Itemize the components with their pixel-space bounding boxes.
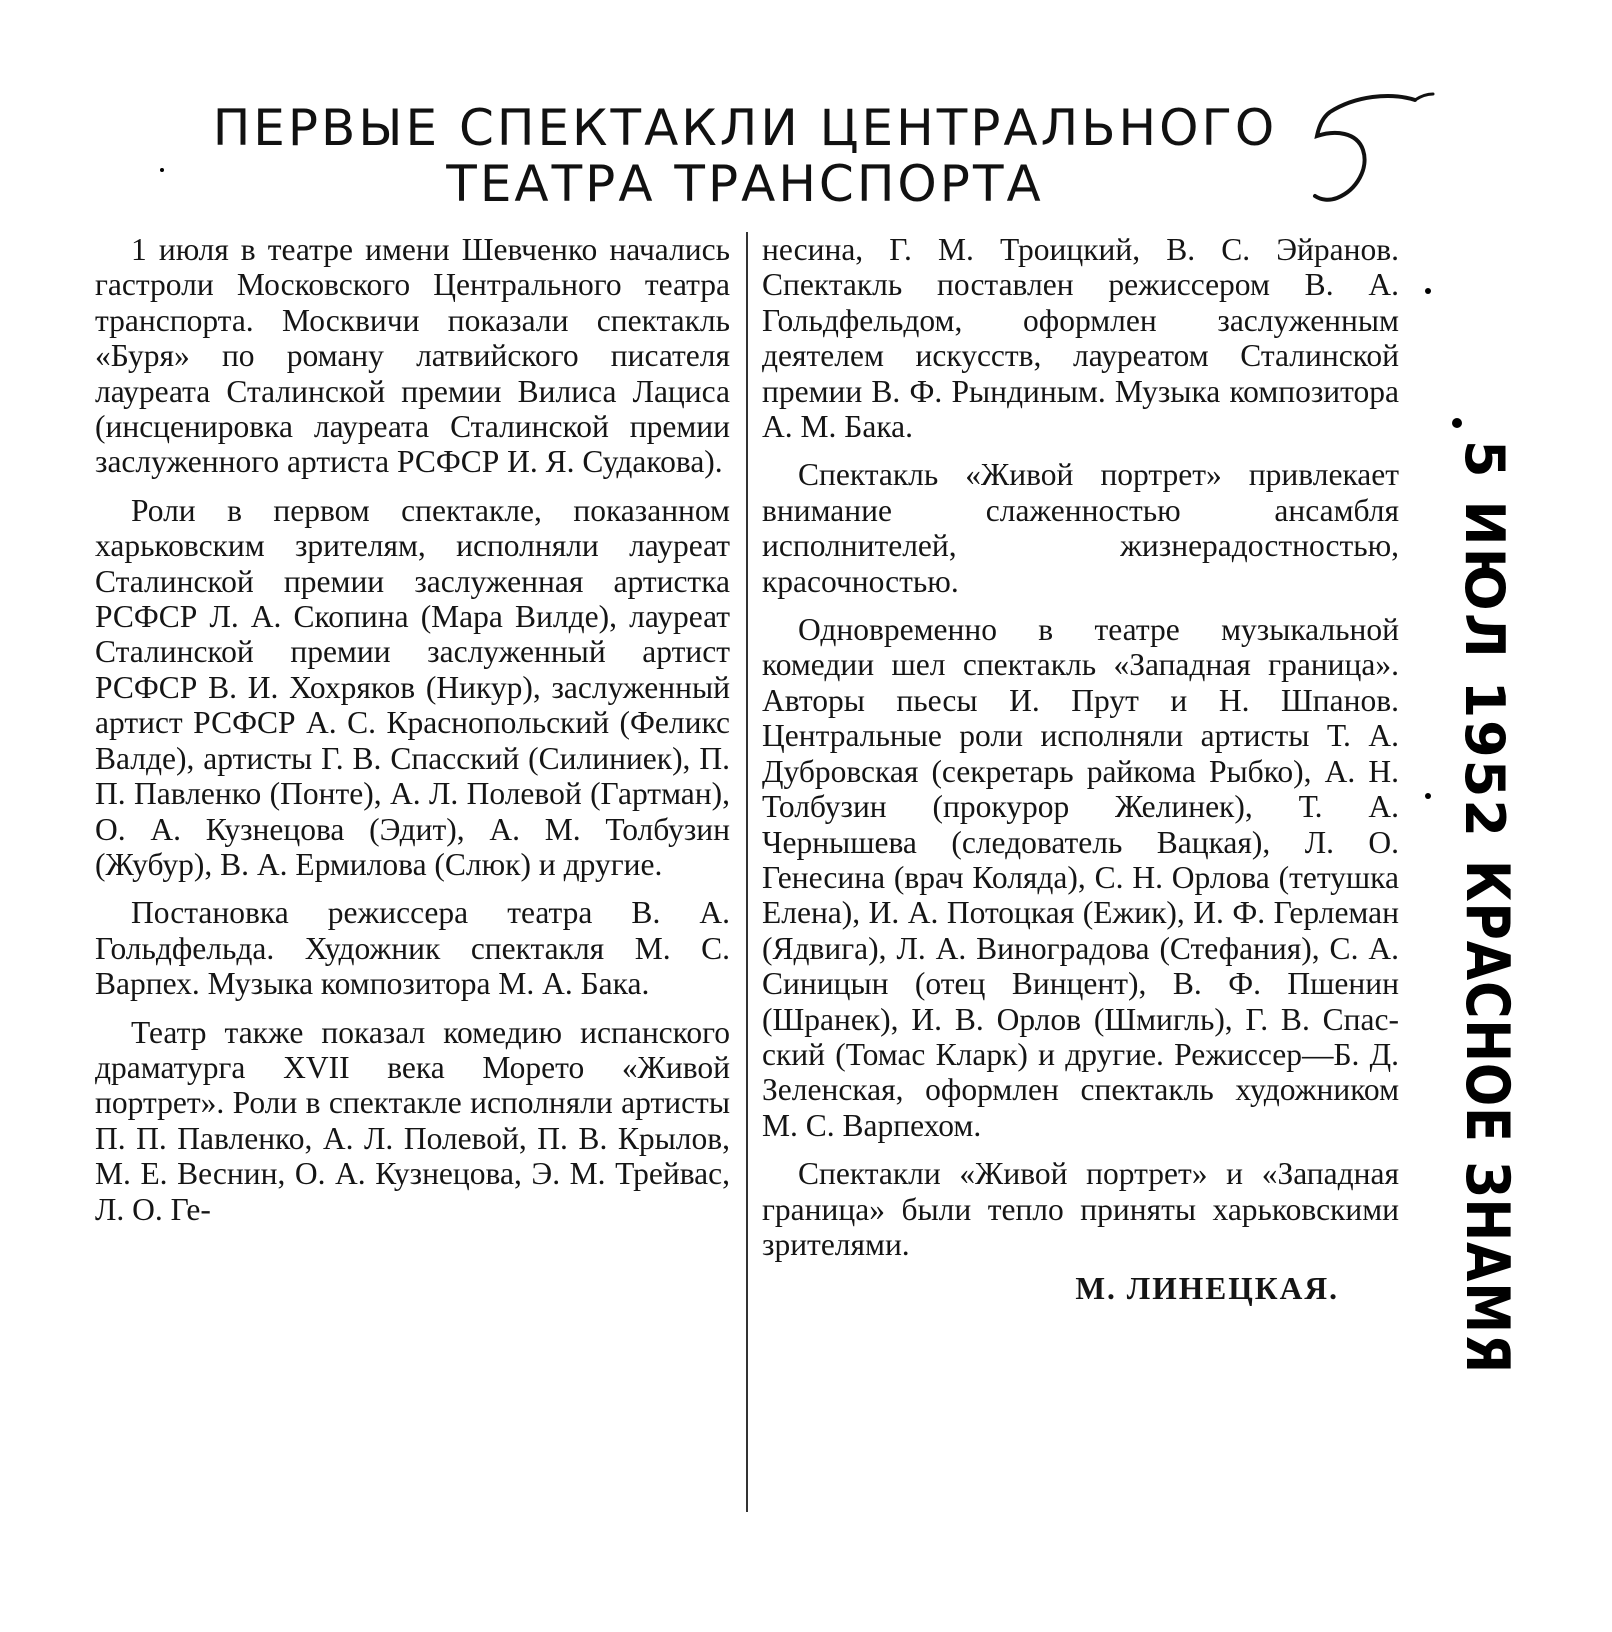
- author-signature: М. ЛИНЕЦКАЯ.: [1075, 1271, 1339, 1307]
- article-left-column: [95, 232, 730, 1240]
- ink-speck: [1452, 418, 1462, 428]
- headline-line-1: ПЕРВЫЕ СПЕКТАКЛИ ЦЕНТРАЛЬНОГО: [212, 99, 1278, 157]
- article-paragraph: Театр также показал комедию испанского драматурга XVII века Морето «Живой портрет». Роли в спектакле исполняли артисты П. П. Павленко, А. Л. Полевой, П. В. Крылов, М. Е. Веснин, О. А. Кузнецова, Э. М. Трейвас, Л. О. Ге-: [95, 1014, 730, 1227]
- ink-speck: [160, 168, 164, 172]
- article-paragraph: 1 июля в театре имени Шевченко начались гастроли Московского Центрального театра транспорта. Москвичи показали спектакль «Буря» по роману латвийского писателя лауреата Сталинской премии Вилиса Лациса (инсценировка лауреата Сталинской премии заслуженного артиста РСФСР И. Я. Судакова).: [95, 232, 730, 480]
- stamp-newspaper-name: КРАСНОЕ ЗНАМЯ: [1452, 860, 1522, 1375]
- article-paragraph: Спектакль «Живой портрет» привлекает внимание слаженностью ансамбля исполнителей, жизнерадостностью, красочностью.: [762, 457, 1399, 599]
- article-right-column: [762, 232, 1399, 1307]
- column-divider: [746, 232, 748, 1512]
- stamp-date: 5 ИЮЛ 1952: [1453, 440, 1516, 839]
- article-paragraph: Постановка режиссера театра В. А. Гольдфельда. Художник спектакля М. С. Варпех. Музыка композитора М. А. Бака.: [95, 895, 730, 1002]
- ink-speck: [1425, 288, 1431, 294]
- archive-stamp: [1430, 440, 1550, 1375]
- article-paragraph: Спектакли «Живой портрет» и «Западная граница» были тепло приняты харьковскими зрителями.: [762, 1156, 1399, 1262]
- handwritten-number-mark: [1295, 82, 1435, 222]
- headline-line-2: ТЕАТРА ТРАНСПОРТА: [446, 155, 1044, 213]
- article-paragraph-continuation: несина, Г. М. Троицкий, В. С. Эйранов. Спектакль поставлен режиссером В. А. Гольдфельдом, оформлен заслуженным деятелем искусств, лауреатом Сталинской премии В. Ф. Рындиным. Музыка композитора А. М. Бака.: [762, 232, 1399, 445]
- article-paragraph: Одновременно в театре музыкальной комедии шел спектакль «Западная граница». Авторы пьесы И. Прут и Н. Шпанов. Центральные роли исполняли артисты Т. А. Дубровская (секретарь райкома Рыбко), А. Н. Толбузин (прокурор Желинек), Т. А. Чернышева (следователь Вацкая), Л. О. Генесина (врач Коляда), С. Н. Орлова (тетушка Елена), И. А. Потоцкая (Ежик), И. Ф. Герлеман (Ядвига), Л. А. Виноградова (Стефания), С. А. Синицын (отец Винцент), В. Ф. Пшенин (Шранек), И. В. Орлов (Шмигль), Г. В. Спасский (Томас Кларк) и другие. Режиссер—Б. Д. Зеленская, оформлен спектакль художником М. С. Варпехом.: [762, 612, 1399, 1143]
- headline: [170, 100, 1320, 212]
- ink-speck: [1425, 793, 1431, 799]
- article-paragraph: Роли в первом спектакле, показанном харьковским зрителям, исполняли лауреат Сталинской премии заслуженная артистка РСФСР Л. А. Скопина (Мара Вилде), лауреат Сталинской премии заслуженный артист РСФСР В. И. Хохряков (Никур), заслуженный артист РСФСР А. С. Краснопольский (Феликс Валде), артисты Г. В. Спасский (Силиниек), П. П. Павленко (Понте), А. Л. Полевой (Гартман), О. А. Кузнецова (Эдит), А. М. Толбузин (Жубур), В. А. Ермилова (Слюк) и другие.: [95, 492, 730, 882]
